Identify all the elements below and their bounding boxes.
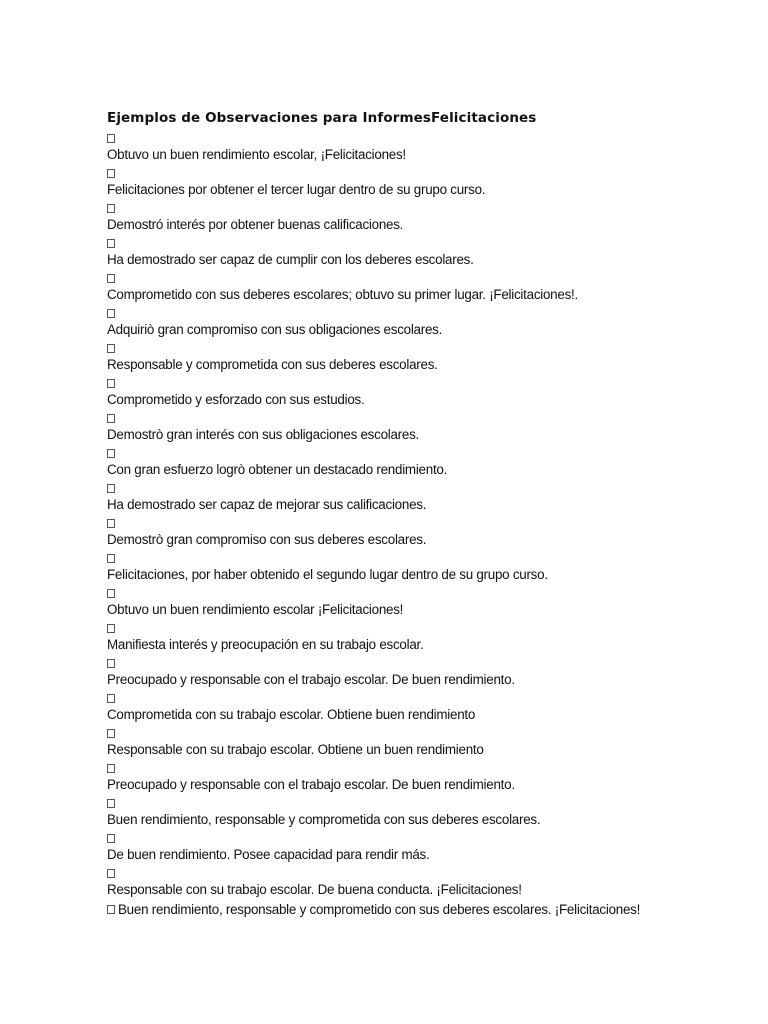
bullet-box-icon — [107, 659, 115, 668]
bullet-box-icon — [107, 484, 115, 493]
observation-text: Responsable con su trabajo escolar. De buena conducta. ¡Felicitaciones! — [107, 882, 522, 897]
bullet-box-icon — [107, 134, 115, 143]
observation-item — [107, 519, 747, 550]
observation-text: Demostrò gran compromiso con sus deberes escolares. — [107, 532, 427, 547]
bullet-box-icon — [107, 274, 115, 283]
observation-item — [107, 239, 747, 270]
observation-text: Adquiriò gran compromiso con sus obligaciones escolares. — [107, 322, 443, 337]
bullet-box-icon — [107, 905, 115, 914]
observation-text: Responsable con su trabajo escolar. Obtiene un buen rendimiento — [107, 742, 484, 757]
bullet-box-icon — [107, 554, 115, 563]
bullet-box-icon — [107, 624, 115, 633]
bullet-box-icon — [107, 169, 115, 178]
bullet-box-icon — [107, 344, 115, 353]
bullet-box-icon — [107, 519, 115, 528]
observation-item — [107, 379, 747, 410]
observation-text: Demostrò gran interés con sus obligaciones escolares. — [107, 427, 420, 442]
observation-item — [107, 414, 747, 445]
observation-text: Ha demostrado ser capaz de mejorar sus calificaciones. — [107, 497, 427, 512]
observation-text: De buen rendimiento. Posee capacidad para rendir más. — [107, 847, 430, 862]
observations-list — [107, 134, 747, 900]
observation-item — [107, 449, 747, 480]
observation-text: Comprometido y esforzado con sus estudios. — [107, 392, 365, 407]
observation-text: Preocupado y responsable con el trabajo escolar. De buen rendimiento. — [107, 777, 515, 792]
observation-item — [107, 309, 747, 340]
bullet-box-icon — [107, 694, 115, 703]
observation-item — [107, 729, 747, 760]
observation-item — [107, 624, 747, 655]
observation-text: Responsable y comprometida con sus deberes escolares. — [107, 357, 438, 372]
observation-item — [107, 169, 747, 200]
observation-item — [107, 344, 747, 375]
observation-item — [107, 589, 747, 620]
observation-item — [107, 799, 747, 830]
bullet-box-icon — [107, 239, 115, 248]
bullet-box-icon — [107, 729, 115, 738]
observation-item — [107, 484, 747, 515]
observation-item — [107, 554, 747, 585]
document-page — [107, 108, 747, 920]
final-observation — [107, 900, 747, 920]
observation-text: Demostró interés por obtener buenas calificaciones. — [107, 217, 404, 232]
observation-item — [107, 764, 747, 795]
observation-text: Ha demostrado ser capaz de cumplir con los deberes escolares. — [107, 252, 474, 267]
bullet-box-icon — [107, 764, 115, 773]
bullet-box-icon — [107, 309, 115, 318]
observation-item — [107, 694, 747, 725]
final-observation-text: Buen rendimiento, responsable y comprometido con sus deberes escolares. ¡Felicitaciones! — [118, 902, 641, 917]
observation-text: Obtuvo un buen rendimiento escolar ¡Felicitaciones! — [107, 602, 404, 617]
observation-item — [107, 659, 747, 690]
observation-item — [107, 204, 747, 235]
observation-text: Comprometido con sus deberes escolares; obtuvo su primer lugar. ¡Felicitaciones!. — [107, 287, 578, 302]
bullet-box-icon — [107, 834, 115, 843]
bullet-box-icon — [107, 379, 115, 388]
observation-text: Felicitaciones, por haber obtenido el segundo lugar dentro de su grupo curso. — [107, 567, 548, 582]
document-title: Ejemplos de Observaciones para InformesFelicitaciones — [107, 110, 537, 126]
observation-text: Comprometida con su trabajo escolar. Obtiene buen rendimiento — [107, 707, 476, 722]
observation-text: Con gran esfuerzo logrò obtener un destacado rendimiento. — [107, 462, 448, 477]
bullet-box-icon — [107, 204, 115, 213]
observation-text: Felicitaciones por obtener el tercer lugar dentro de su grupo curso. — [107, 182, 486, 197]
observation-text: Manifiesta interés y preocupación en su trabajo escolar. — [107, 637, 424, 652]
observation-text: Obtuvo un buen rendimiento escolar, ¡Felicitaciones! — [107, 147, 406, 162]
bullet-box-icon — [107, 869, 115, 878]
observation-item — [107, 274, 747, 305]
observation-item — [107, 834, 747, 865]
bullet-box-icon — [107, 414, 115, 423]
observation-text: Preocupado y responsable con el trabajo escolar. De buen rendimiento. — [107, 672, 515, 687]
observation-item — [107, 869, 747, 900]
observation-item — [107, 134, 747, 165]
bullet-box-icon — [107, 449, 115, 458]
observation-text: Buen rendimiento, responsable y comprometida con sus deberes escolares. — [107, 812, 541, 827]
bullet-box-icon — [107, 589, 115, 598]
bullet-box-icon — [107, 799, 115, 808]
